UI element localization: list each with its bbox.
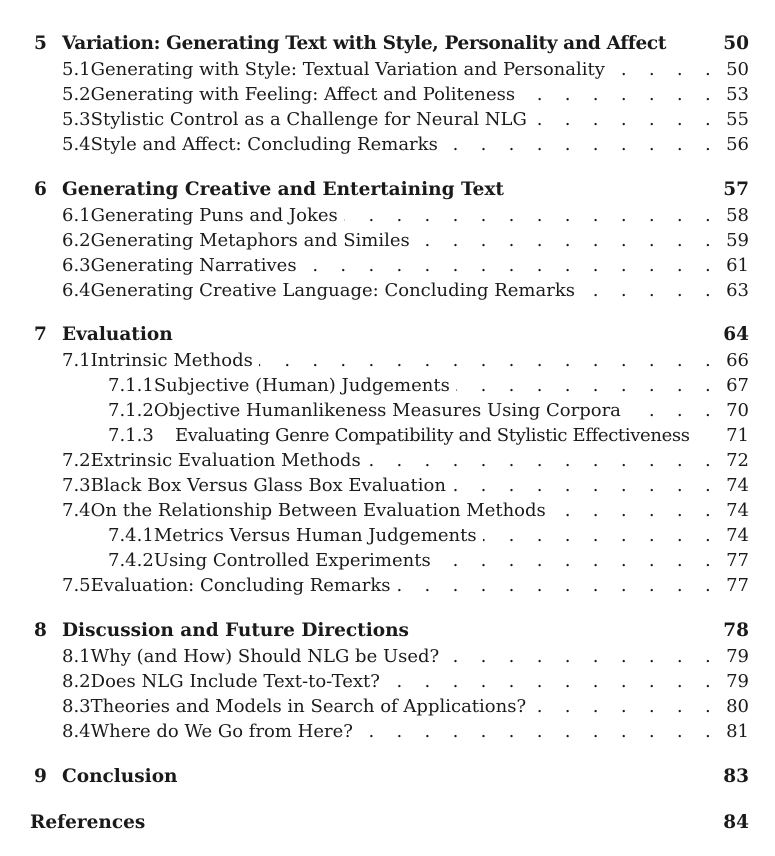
section-number: 7.5: [62, 575, 91, 596]
toc-section-8-3[interactable]: [62, 696, 749, 717]
toc-subsection-7-1-3[interactable]: [108, 425, 749, 446]
section-title: Generating with Feeling: Affect and Politeness: [90, 84, 516, 105]
page-number: 81: [726, 721, 749, 742]
subsection-title: Evaluating Genre Compatibility and Stylistic Effectiveness: [175, 425, 690, 446]
section-title: Evaluation: Concluding Remarks: [90, 575, 391, 596]
chapter-title: Conclusion: [62, 766, 178, 787]
section-number: 5.2: [62, 84, 91, 105]
section-number: 7.1: [62, 350, 91, 371]
chapter-title: Discussion and Future Directions: [62, 620, 409, 641]
toc-section-8-2[interactable]: [62, 671, 749, 692]
toc-subsection-7-1-2[interactable]: [108, 400, 749, 421]
page-number: 80: [726, 696, 749, 717]
dot-leader: [627, 400, 719, 421]
chapter-title: Evaluation: [62, 324, 173, 345]
chapter-title: Generating Creative and Entertaining Text: [62, 179, 504, 200]
dot-leader: [367, 450, 719, 471]
page-number: 84: [723, 812, 749, 833]
section-title: Theories and Models in Search of Applications?: [90, 696, 527, 717]
dot-leader: [259, 350, 719, 371]
toc-section-6-2[interactable]: [62, 230, 749, 251]
dot-leader: [386, 671, 719, 692]
toc-section-8-1[interactable]: [62, 646, 749, 667]
dot-leader: [532, 696, 719, 717]
page-number: 50: [726, 59, 749, 80]
section-number: 6.2: [62, 230, 91, 251]
toc-chapter-6[interactable]: [34, 179, 749, 200]
subsection-title: Using Controlled Experiments: [153, 550, 431, 571]
toc-chapter-8[interactable]: [34, 620, 749, 641]
page-number: 66: [726, 350, 749, 371]
page-number: 64: [723, 324, 749, 345]
toc-section-7-5[interactable]: [62, 575, 749, 596]
toc-section-8-4[interactable]: [62, 721, 749, 742]
section-number: 7.3: [62, 475, 91, 496]
toc-subsection-7-1-1[interactable]: [108, 375, 749, 396]
section-number: 8.4: [62, 721, 91, 742]
section-number: 8.3: [62, 696, 91, 717]
section-number: 6.1: [62, 205, 91, 226]
page-number: 79: [726, 671, 749, 692]
section-number: 5.1: [62, 59, 91, 80]
toc-section-7-1[interactable]: [62, 350, 749, 371]
page-number: 70: [726, 400, 749, 421]
dot-leader: [359, 721, 719, 742]
page-number: 59: [726, 230, 749, 251]
section-title: Generating with Style: Textual Variation and Personality: [90, 59, 605, 80]
toc-section-7-4[interactable]: [62, 500, 749, 521]
dot-leader: [396, 575, 719, 596]
dot-leader: [303, 255, 719, 276]
subsection-title: Subjective (Human) Judgements: [153, 375, 450, 396]
dot-leader: [344, 205, 719, 226]
subsection-title: Objective Humanlikeness Measures Using Corpora: [153, 400, 621, 421]
toc-references[interactable]: [30, 812, 749, 833]
section-title: Extrinsic Evaluation Methods: [90, 450, 361, 471]
page-number: 63: [726, 280, 749, 301]
dot-leader: [521, 84, 719, 105]
dot-leader: [456, 375, 719, 396]
section-title: Generating Metaphors and Similes: [90, 230, 410, 251]
toc-section-6-3[interactable]: [62, 255, 749, 276]
chapter-number: 5: [34, 33, 47, 54]
toc-section-5-3[interactable]: [62, 109, 749, 130]
toc-chapter-5[interactable]: [34, 33, 749, 54]
section-number: 8.2: [62, 671, 91, 692]
subsection-number: 7.1.3: [108, 425, 154, 446]
section-title: Does NLG Include Text-to-Text?: [90, 671, 380, 692]
section-number: 5.4: [62, 134, 91, 155]
section-title: Generating Narratives: [90, 255, 297, 276]
dot-leader: [611, 59, 719, 80]
section-title: Black Box Versus Glass Box Evaluation: [90, 475, 446, 496]
section-title: Why (and How) Should NLG be Used?: [90, 646, 440, 667]
chapter-title: Variation: Generating Text with Style, Personality and Affect: [62, 33, 667, 54]
page-number: 67: [726, 375, 749, 396]
dot-leader: [483, 525, 719, 546]
page-number: 61: [726, 255, 749, 276]
section-title: Generating Puns and Jokes: [90, 205, 338, 226]
section-number: 7.4: [62, 500, 91, 521]
page-number: 50: [723, 33, 749, 54]
page-number: 74: [726, 475, 749, 496]
section-number: 8.1: [62, 646, 91, 667]
toc-section-5-1[interactable]: [62, 59, 749, 80]
chapter-number: 7: [34, 324, 47, 345]
page-number: 78: [723, 620, 749, 641]
page-number: 71: [726, 425, 749, 446]
toc-chapter-7[interactable]: [34, 324, 749, 345]
section-title: Generating Creative Language: Concluding Remarks: [90, 280, 575, 301]
dot-leader: [437, 550, 719, 571]
toc-chapter-9[interactable]: [34, 766, 749, 787]
chapter-number: 9: [34, 766, 47, 787]
page-number: 74: [726, 500, 749, 521]
section-title: On the Relationship Between Evaluation Methods: [90, 500, 546, 521]
chapter-number: 6: [34, 179, 47, 200]
section-number: 5.3: [62, 109, 91, 130]
dot-leader: [552, 500, 719, 521]
dot-leader: [452, 475, 719, 496]
subsection-number: 7.4.1: [108, 525, 154, 546]
toc-section-5-2[interactable]: [62, 84, 749, 105]
subsection-number: 7.1.2: [108, 400, 154, 421]
section-number: 7.2: [62, 450, 91, 471]
page-number: 79: [726, 646, 749, 667]
toc-section-6-4[interactable]: [62, 280, 749, 301]
subsection-title: Metrics Versus Human Judgements: [153, 525, 477, 546]
page-number: 55: [726, 109, 749, 130]
page-number: 77: [726, 575, 749, 596]
page-number: 58: [726, 205, 749, 226]
section-title: Style and Affect: Concluding Remarks: [90, 134, 438, 155]
page-number: 53: [726, 84, 749, 105]
subsection-number: 7.4.2: [108, 550, 154, 571]
toc-section-5-4[interactable]: [62, 134, 749, 155]
page-number: 74: [726, 525, 749, 546]
dot-leader: [581, 280, 719, 301]
dot-leader: [445, 646, 719, 667]
toc-section-7-2[interactable]: [62, 450, 749, 471]
dot-leader: [533, 109, 719, 130]
dot-leader: [416, 230, 719, 251]
page-number: 72: [726, 450, 749, 471]
section-number: 6.4: [62, 280, 91, 301]
references-title: References: [30, 812, 146, 833]
toc-subsection-7-4-1[interactable]: [108, 525, 749, 546]
section-title: Where do We Go from Here?: [90, 721, 353, 742]
section-title: Stylistic Control as a Challenge for Neural NLG: [90, 109, 527, 130]
toc-section-7-3[interactable]: [62, 475, 749, 496]
page-number: 57: [723, 179, 749, 200]
page-number: 77: [726, 550, 749, 571]
subsection-number: 7.1.1: [108, 375, 154, 396]
dot-leader: [444, 134, 719, 155]
toc-section-6-1[interactable]: [62, 205, 749, 226]
page-number: 56: [726, 134, 749, 155]
section-number: 6.3: [62, 255, 91, 276]
chapter-number: 8: [34, 620, 47, 641]
toc-subsection-7-4-2[interactable]: [108, 550, 749, 571]
section-title: Intrinsic Methods: [90, 350, 253, 371]
page-number: 83: [723, 766, 749, 787]
